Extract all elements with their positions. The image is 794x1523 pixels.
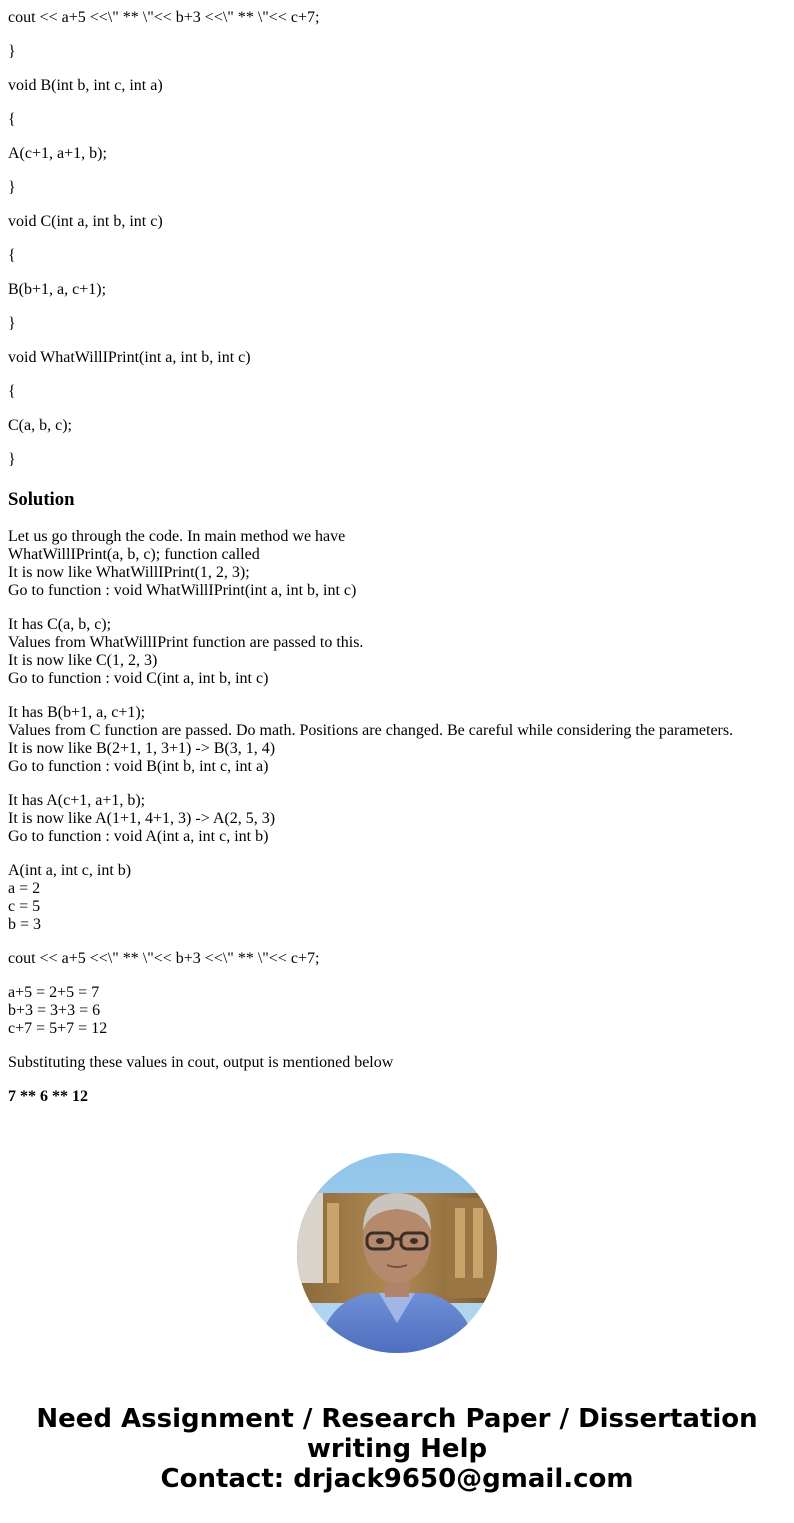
code-line: }: [8, 43, 16, 60]
solution-paragraph: [8, 528, 788, 600]
text-line: c = 5: [8, 898, 41, 915]
text-line: A(int a, int c, int b): [8, 862, 132, 879]
text-line: WhatWillIPrint(a, b, c); function called: [8, 546, 260, 563]
text-line: a+5 = 2+5 = 7: [8, 984, 100, 1001]
text-line: Go to function : void A(int a, int c, int b): [8, 828, 269, 845]
text-line: It is now like B(2+1, 1, 3+1) -> B(3, 1, 4): [8, 740, 276, 757]
text-line: Values from C function are passed. Do math. Positions are changed. Be careful while considering the parameters.: [8, 722, 734, 739]
solution-paragraph: [8, 704, 788, 776]
code-listing: [8, 9, 319, 485]
text-line: Substituting these values in cout, output is mentioned below: [8, 1054, 394, 1071]
promo-footer: [0, 1404, 794, 1494]
text-line: It is now like WhatWillIPrint(1, 2, 3);: [8, 564, 250, 581]
solution-paragraph: [8, 950, 788, 968]
solution-paragraph: [8, 862, 788, 934]
text-line: It has C(a, b, c);: [8, 616, 112, 633]
text-line: It is now like A(1+1, 4+1, 3) -> A(2, 5, 3): [8, 810, 276, 827]
footer-line: writing Help: [306, 1434, 488, 1464]
code-line: }: [8, 315, 16, 332]
code-line: void WhatWillIPrint(int a, int b, int c): [8, 349, 251, 366]
text-line: It has A(c+1, a+1, b);: [8, 792, 146, 809]
text-line: Go to function : void C(int a, int b, int c): [8, 670, 269, 687]
text-line: It has B(b+1, a, c+1);: [8, 704, 146, 721]
footer-contact: Contact: drjack9650@gmail.com: [160, 1464, 634, 1494]
code-line: {: [8, 247, 16, 264]
code-line: B(b+1, a, c+1);: [8, 281, 107, 298]
text-line: b = 3: [8, 916, 42, 933]
solution-paragraph: [8, 792, 788, 846]
footer-line: Need Assignment / Research Paper / Dissertation: [36, 1404, 758, 1434]
author-photo: [297, 1153, 497, 1353]
text-line: a = 2: [8, 880, 41, 897]
code-line: }: [8, 179, 16, 196]
code-line: {: [8, 111, 16, 128]
code-line: C(a, b, c);: [8, 417, 72, 434]
text-line: It is now like C(1, 2, 3): [8, 652, 158, 669]
solution-paragraph: [8, 1054, 788, 1072]
solution-body: [8, 528, 788, 1122]
solution-paragraph: [8, 616, 788, 688]
text-line: Values from WhatWillIPrint function are passed to this.: [8, 634, 364, 651]
code-line: }: [8, 451, 16, 468]
code-line: void B(int b, int c, int a): [8, 77, 163, 94]
text-line: b+3 = 3+3 = 6: [8, 1002, 101, 1019]
text-line: Go to function : void B(int b, int c, int a): [8, 758, 269, 775]
text-line: Let us go through the code. In main method we have: [8, 528, 346, 545]
text-line: c+7 = 5+7 = 12: [8, 1020, 108, 1037]
solution-heading: Solution: [8, 489, 75, 510]
final-answer: 7 ** 6 ** 12: [8, 1088, 88, 1105]
code-line: void C(int a, int b, int c): [8, 213, 163, 230]
solution-paragraph: [8, 984, 788, 1038]
text-line: cout << a+5 <<\" ** \"<< b+3 <<\" ** \"<< c+7;: [8, 950, 320, 967]
code-line: {: [8, 383, 16, 400]
text-line: Go to function : void WhatWillIPrint(int a, int b, int c): [8, 582, 357, 599]
code-line: cout << a+5 <<\" ** \"<< b+3 <<\" ** \"<< c+7;: [8, 9, 320, 26]
code-line: A(c+1, a+1, b);: [8, 145, 107, 162]
